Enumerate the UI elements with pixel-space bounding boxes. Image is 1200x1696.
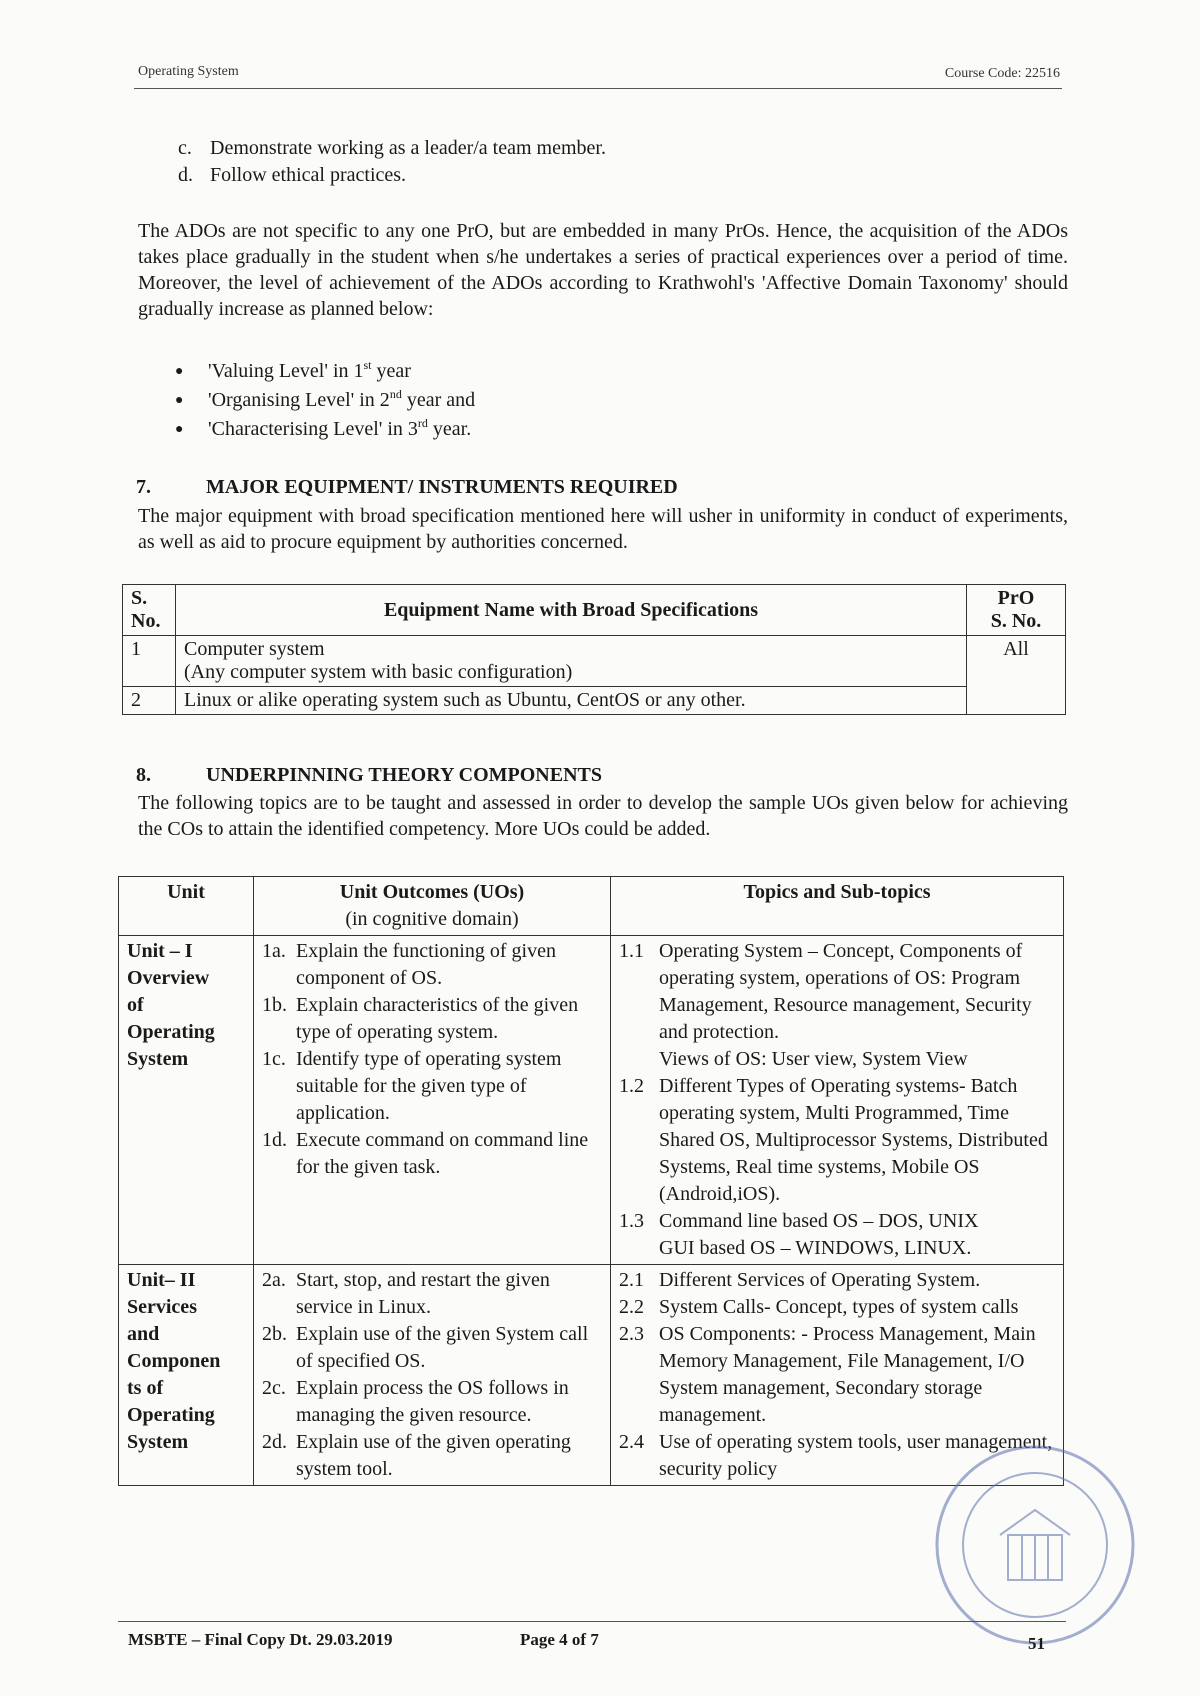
- list-item: d. Follow ethical practices.: [178, 164, 407, 186]
- col-unit: Unit: [119, 877, 254, 936]
- footer-page-number: Page 4 of 7: [520, 1630, 599, 1649]
- equipment-table: [122, 584, 1066, 715]
- unit-2-topics: 2.1 Different Services of Operating System. 2.2 System Calls- Concept, types of system calls 2.3 OS Components: - Process Management, Main Memory Management, File Management, I/O System management, Secondary storage management. 2.4 Use of operating system tools, user management, security policy: [611, 1265, 1064, 1486]
- bullet-icon: ●: [175, 422, 184, 437]
- level-list: [175, 357, 475, 444]
- list-item: ● 'Valuing Level' in 1st year: [175, 357, 475, 386]
- unit-1-topics: 1.1 Operating System – Concept, Components of operating system, operations of OS: Program Management, Resource management, Security and protection. Views of OS: User view, System View 1.2 Different Types of Operating systems- Batch operating system, Multi Programmed, Time Shared OS, Multiprocessor Systems, Distributed Systems, Real time systems, Mobile OS (Android,iOS). 1.3 Command line based OS – DOS, UNIX GUI based OS – WINDOWS, LINUX.: [611, 936, 1064, 1265]
- pro-all: All: [967, 636, 1066, 715]
- section-8-heading: 8. UNDERPINNING THEORY COMPONENTS: [136, 764, 602, 786]
- header-rule: [134, 88, 1062, 89]
- table-row: [119, 1265, 1064, 1486]
- unit-1-uos: 1a. Explain the functioning of given component of OS. 1b. Explain characteristics of the given type of operating system. 1c. Identify type of operating system suitable for the given type of application. 1d. Execute command on command line for the given task.: [254, 936, 611, 1265]
- ado-list: [178, 135, 606, 189]
- table-row: 1 Computer system (Any computer system with basic configuration) All: [123, 636, 1066, 687]
- board-seal-icon: [930, 1440, 1140, 1650]
- unit-2-uos: 2a. Start, stop, and restart the given service in Linux. 2b. Explain use of the given System call of specified OS. 2c. Explain process the OS follows in managing the given resource. 2d. Explain use of the given operating system tool.: [254, 1265, 611, 1486]
- col-pro: PrO S. No.: [967, 585, 1066, 636]
- list-item: c. Demonstrate working as a leader/a team member.: [178, 137, 606, 159]
- unit-1-cell: Unit – I Overview of Operating System: [119, 936, 254, 1265]
- list-item: ● 'Characterising Level' in 3rd year.: [175, 415, 475, 444]
- list-item: ● 'Organising Level' in 2nd year and: [175, 386, 475, 415]
- section-7-intro: The major equipment with broad specification mentioned here will usher in uniformity in conduct of experiments, as well as aid to procure equipment by authorities concerned.: [138, 505, 1068, 553]
- ado-paragraph: The ADOs are not specific to any one PrO, but are embedded in many PrOs. Hence, the acquisition of the ADOs takes place gradually in the student when s/he undertakes a series of practical experiences over a period of time. Moreover, the level of achievement of the ADOs according to Krathwohl's 'Affective Domain Taxonomy' should gradually increase as planned below:: [138, 220, 1068, 320]
- section-8-intro: The following topics are to be taught and assessed in order to develop the sample UOs given below for achieving the COs to attain the identified competency. More UOs could be added.: [138, 792, 1068, 840]
- col-sno: S. No.: [123, 585, 176, 636]
- col-uos: Unit Outcomes (UOs) (in cognitive domain): [254, 877, 611, 936]
- header-subject: Operating System: [138, 64, 239, 79]
- table-row: [119, 936, 1064, 1265]
- section-7-heading: 7. MAJOR EQUIPMENT/ INSTRUMENTS REQUIRED: [136, 476, 678, 498]
- footer-sheet-number: 51: [1028, 1634, 1045, 1653]
- footer-rule: [118, 1621, 1066, 1622]
- col-equipment: Equipment Name with Broad Specifications: [176, 585, 967, 636]
- table-header-row: [119, 877, 1064, 936]
- col-topics: Topics and Sub-topics: [611, 877, 1064, 936]
- bullet-icon: ●: [175, 364, 184, 379]
- unit-2-cell: Unit– II Services and Componen ts of Operating System: [119, 1265, 254, 1486]
- table-row: 2 Linux or alike operating system such as Ubuntu, CentOS or any other.: [123, 687, 1066, 715]
- theory-table: [118, 876, 1064, 1486]
- footer-copy-date: MSBTE – Final Copy Dt. 29.03.2019: [128, 1630, 393, 1649]
- bullet-icon: ●: [175, 393, 184, 408]
- table-header-row: [123, 585, 1066, 636]
- header-course-code: Course Code: 22516: [944, 66, 1060, 81]
